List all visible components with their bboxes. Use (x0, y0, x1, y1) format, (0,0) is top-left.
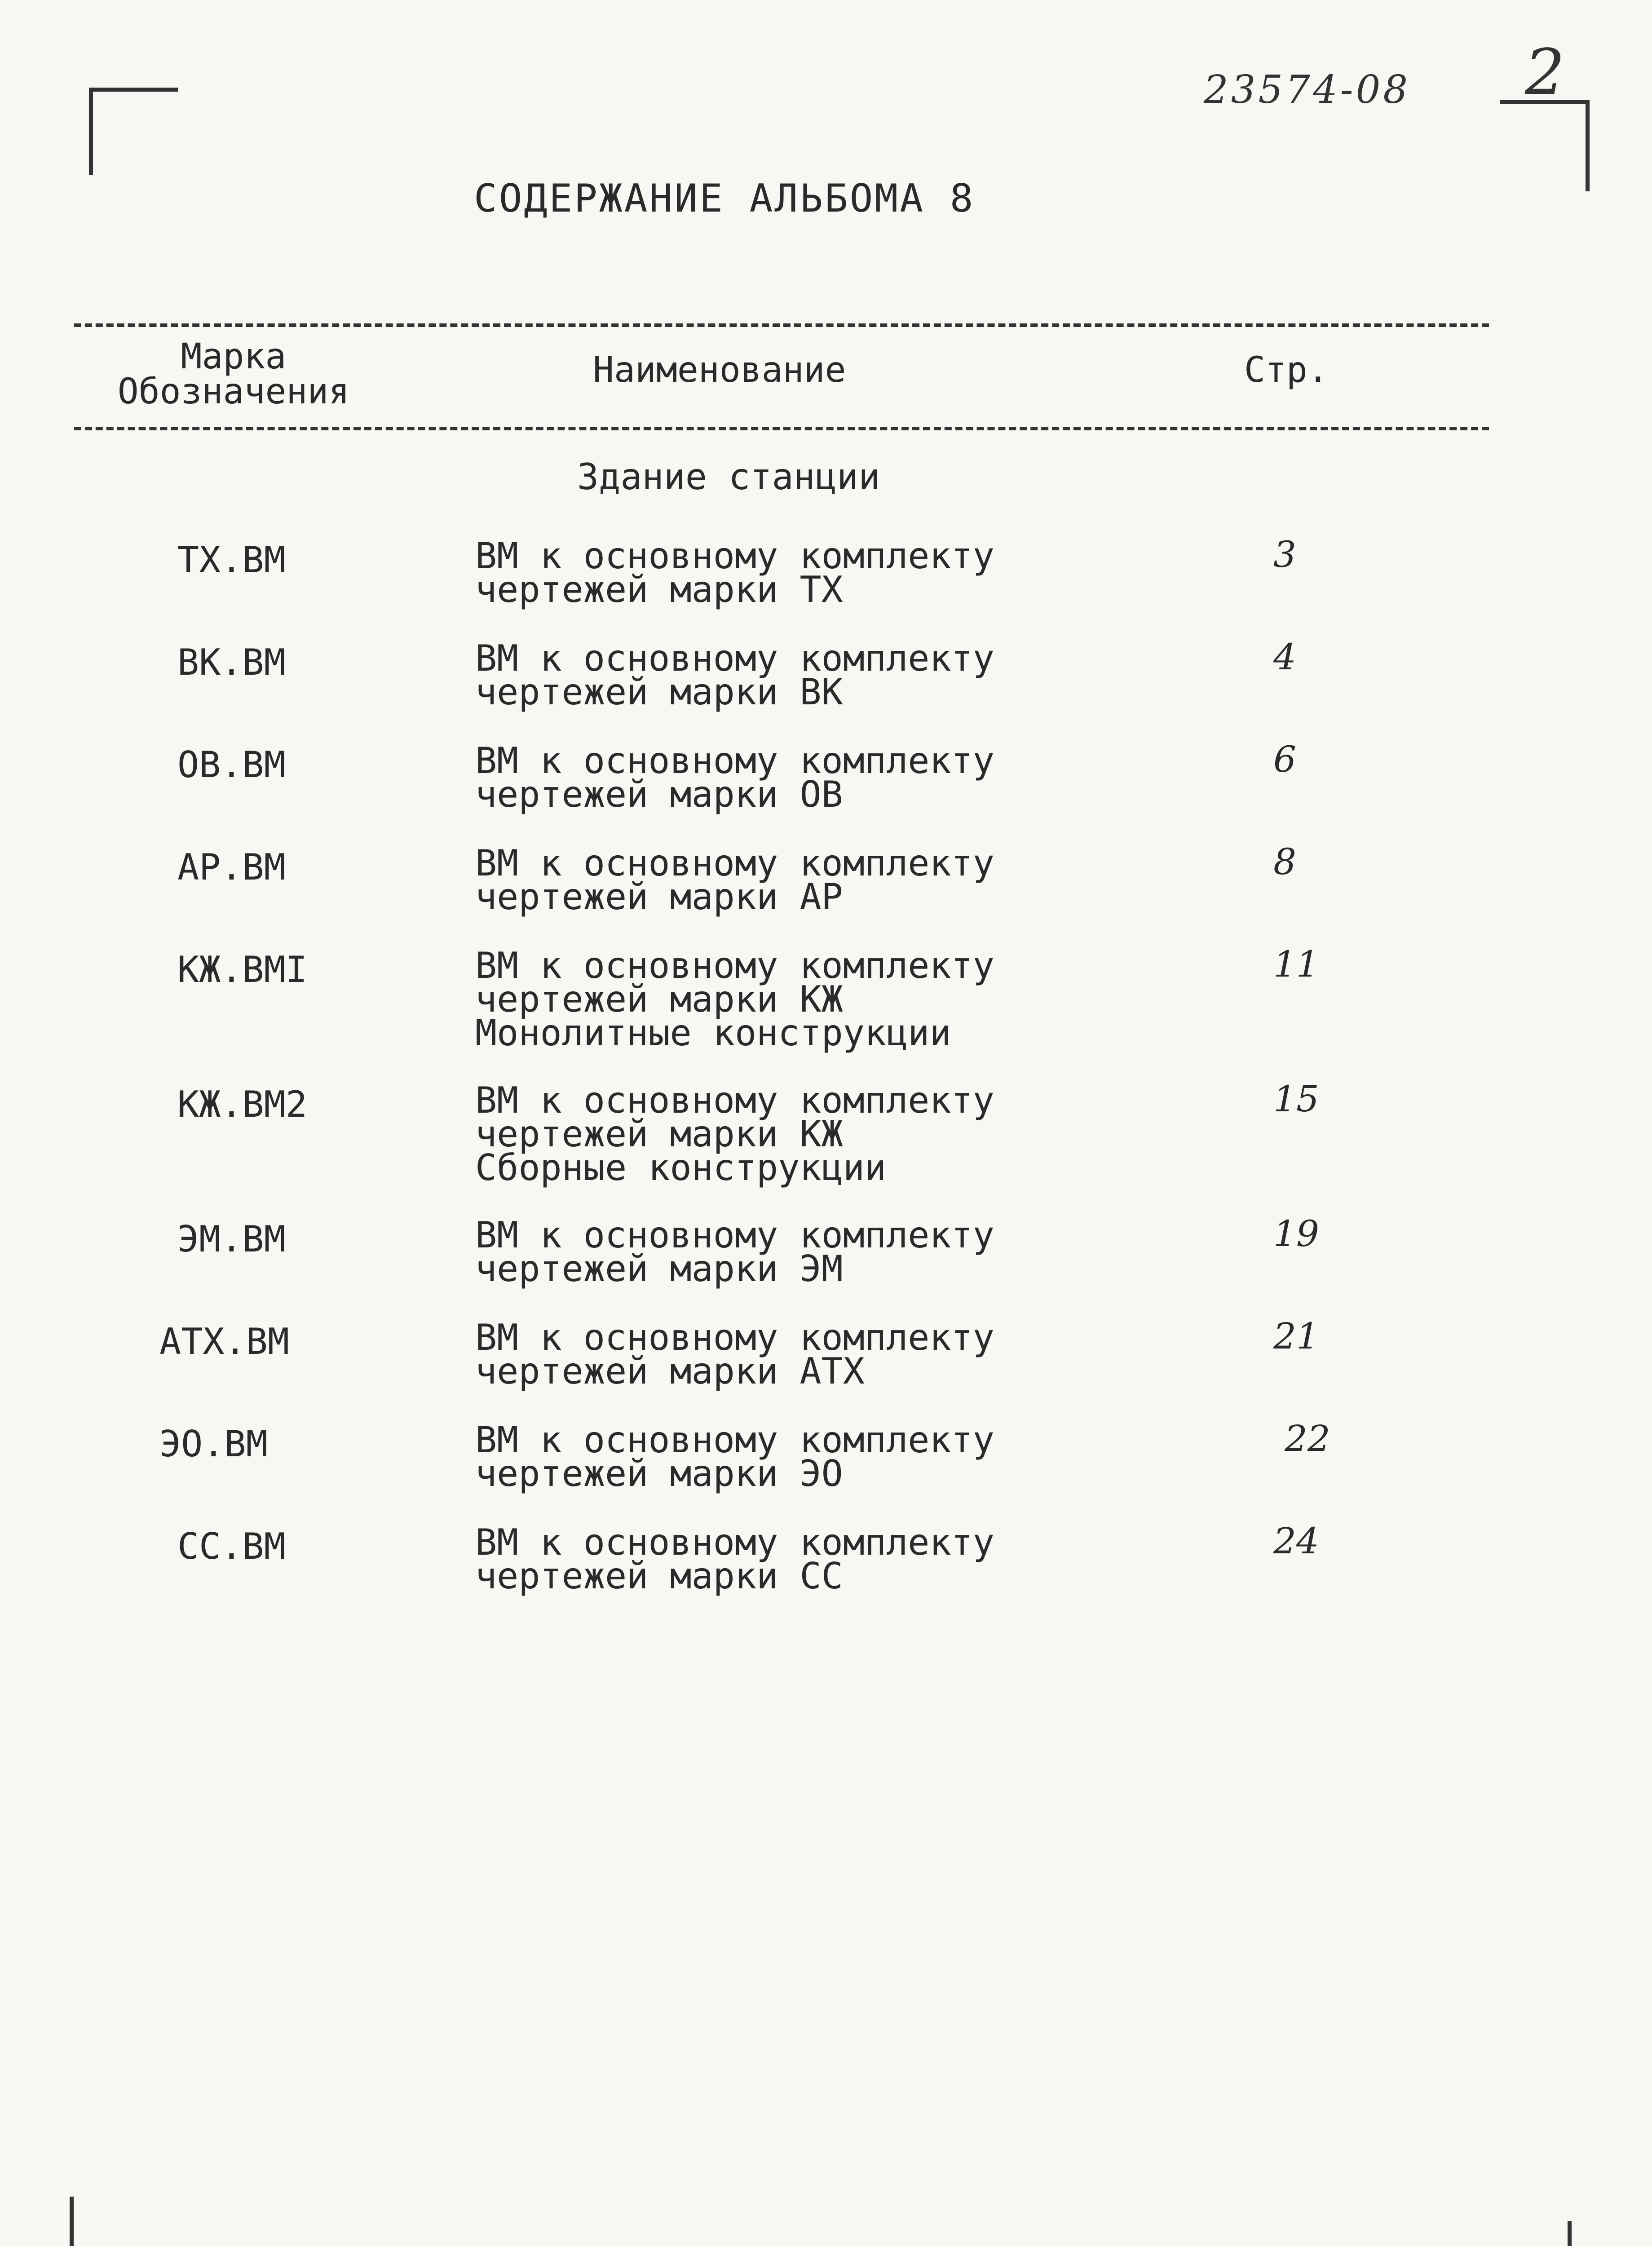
entry-mark: ЭМ.ВМ (177, 1218, 286, 1260)
header-divider-top (74, 323, 1489, 327)
entry-page: 24 (1273, 1520, 1319, 1562)
contents-entry (0, 1213, 1652, 1321)
entry-line1: ВМ к основному комплекту (475, 535, 994, 577)
entry-mark: СС.ВМ (177, 1525, 286, 1567)
entry-line2: чертежей марки ВК (475, 671, 843, 713)
entry-line3: Монолитные конструкции (475, 1012, 951, 1054)
entry-mark: КЖ.ВМ2 (177, 1083, 307, 1125)
entry-description (475, 1317, 994, 1392)
entry-page: 8 (1273, 841, 1296, 883)
contents-entry (0, 1315, 1652, 1423)
contents-entry (0, 636, 1652, 744)
entry-page: 21 (1273, 1315, 1319, 1357)
entry-description (475, 1521, 994, 1597)
contents-entry (0, 534, 1652, 641)
entry-mark: ВК.ВМ (177, 641, 286, 683)
entry-line1: ВМ к основному комплекту (475, 1079, 994, 1121)
entry-line3: Сборные конструкции (475, 1147, 887, 1189)
entry-mark: ОВ.ВМ (177, 744, 286, 786)
entry-line2: чертежей марки ОВ (475, 774, 843, 815)
contents-entry (0, 1520, 1652, 1628)
column-header-mark-line1: Марка (181, 336, 287, 377)
entry-mark: ЭО.ВМ (159, 1423, 268, 1465)
entry-page: 4 (1273, 636, 1296, 678)
entry-page: 3 (1273, 534, 1296, 575)
entry-description (475, 945, 994, 1054)
entry-mark: ТХ.ВМ (177, 539, 286, 581)
section-title: Здание станции (577, 456, 880, 498)
corner-mark-top-left (89, 88, 178, 175)
entry-line2: чертежей марки ЭМ (475, 1248, 843, 1290)
corner-mark-bottom-left (70, 2197, 159, 2246)
entry-line1: ВМ к основному комплекту (475, 637, 994, 679)
entry-line1: ВМ к основному комплекту (475, 945, 994, 986)
entry-line2: чертежей марки АР (475, 876, 843, 918)
entry-line1: ВМ к основному комплекту (475, 1317, 994, 1358)
contents-list (0, 534, 1652, 1628)
entry-line2: чертежей марки ТХ (475, 569, 843, 610)
entry-description (475, 740, 994, 815)
entry-description (475, 535, 994, 610)
entry-description (475, 637, 994, 713)
entry-page: 15 (1273, 1078, 1319, 1120)
entry-page: 19 (1273, 1213, 1319, 1255)
entry-line1: ВМ к основному комплекту (475, 740, 994, 782)
entry-mark: АР.ВМ (177, 846, 286, 888)
entry-line2: чертежей марки СС (475, 1555, 843, 1597)
entry-description (475, 1214, 994, 1290)
contents-entry (0, 841, 1652, 949)
corner-mark-top-right (1500, 100, 1590, 191)
entry-line1: ВМ к основному комплекту (475, 842, 994, 884)
entry-line2: чертежей марки КЖ (475, 1113, 843, 1155)
entry-description (475, 842, 994, 918)
entry-line2: чертежей марки КЖ (475, 978, 843, 1020)
column-header-mark (115, 336, 353, 412)
column-header-mark-line2: Обозначения (117, 371, 350, 412)
column-header-page: Стр. (1244, 350, 1329, 390)
entry-description (475, 1079, 994, 1189)
contents-entry (0, 943, 1652, 1083)
entry-mark: КЖ.ВМI (177, 949, 307, 990)
entry-line1: ВМ к основному комплекту (475, 1214, 994, 1256)
entry-description (475, 1419, 994, 1494)
entry-mark: АТХ.ВМ (159, 1321, 289, 1362)
entry-page: 11 (1273, 943, 1319, 985)
contents-entry (0, 738, 1652, 846)
corner-mark-bottom-right (1478, 2221, 1572, 2246)
entry-page: 22 (1285, 1418, 1330, 1459)
entry-page: 6 (1273, 738, 1296, 780)
entry-line2: чертежей марки АТХ (475, 1350, 865, 1392)
page-title: СОДЕРЖАНИЕ АЛЬБОМА 8 (474, 176, 975, 221)
sheet-number: 2 (1525, 36, 1565, 109)
contents-entry (0, 1078, 1652, 1218)
column-header-name: Наименование (593, 350, 846, 390)
contents-entry (0, 1418, 1652, 1525)
entry-line2: чертежей марки ЭО (475, 1453, 843, 1494)
header-divider-bottom (74, 427, 1489, 430)
entry-line1: ВМ к основному комплекту (475, 1419, 994, 1461)
entry-line1: ВМ к основному комплекту (475, 1521, 994, 1563)
document-number: 23574-08 (1204, 67, 1411, 112)
